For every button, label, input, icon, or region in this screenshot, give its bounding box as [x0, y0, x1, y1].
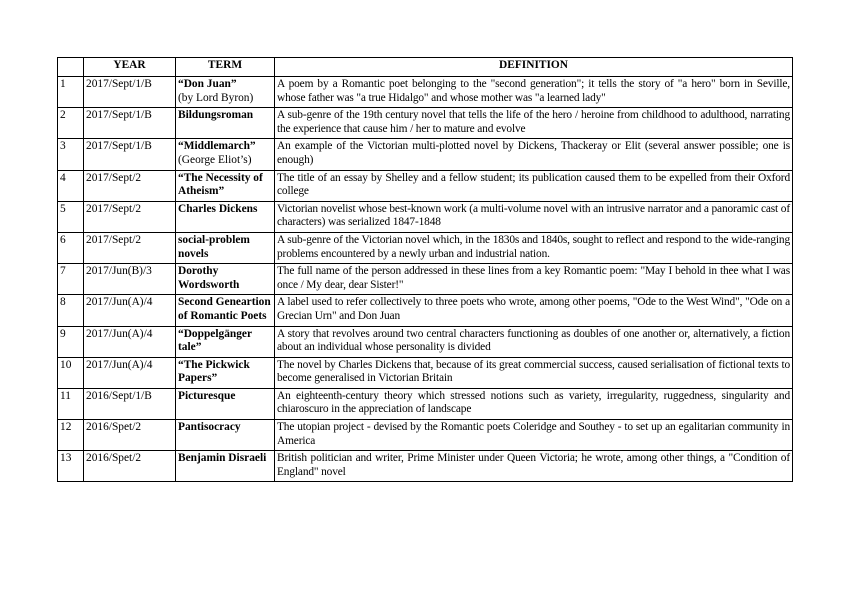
header-year: YEAR	[84, 58, 176, 77]
row-number: 4	[58, 170, 84, 201]
row-number: 13	[58, 451, 84, 482]
row-definition: A poem by a Romantic poet belonging to the "second generation"; it tells the story of "a hero" born in Seville, whose father was "a true Hidalgo" and whose mother was "a learned lady"	[275, 77, 793, 108]
term-label: “The Necessity of Atheism”	[178, 171, 263, 198]
table-row	[58, 388, 793, 419]
table-row	[58, 357, 793, 388]
row-number: 5	[58, 201, 84, 232]
table-row	[58, 264, 793, 295]
row-year: 2017/Sept/2	[84, 201, 176, 232]
table-header-row	[58, 58, 793, 77]
row-year: 2017/Sept/1/B	[84, 77, 176, 108]
table-row	[58, 326, 793, 357]
term-label: social-problem novels	[178, 233, 250, 260]
glossary-table	[57, 57, 793, 482]
row-number: 11	[58, 388, 84, 419]
row-year: 2017/Jun(A)/4	[84, 295, 176, 326]
table-row	[58, 295, 793, 326]
term-label: Charles Dickens	[178, 202, 258, 215]
row-term	[176, 388, 275, 419]
row-term	[176, 326, 275, 357]
row-year: 2017/Sept/1/B	[84, 139, 176, 170]
row-definition: The full name of the person addressed in these lines from a key Romantic poem: "May I behold in thee what I was once / My dear, dear Sister!"	[275, 264, 793, 295]
row-number: 10	[58, 357, 84, 388]
row-term	[176, 232, 275, 263]
row-number: 7	[58, 264, 84, 295]
row-year: 2017/Sept/1/B	[84, 108, 176, 139]
term-label: “Middlemarch”	[178, 140, 256, 153]
row-year: 2016/Spet/2	[84, 420, 176, 451]
row-definition: The novel by Charles Dickens that, because of its great commercial success, caused serialisation of fictional texts to become generalised in Victorian Britain	[275, 357, 793, 388]
table-row	[58, 420, 793, 451]
row-number: 8	[58, 295, 84, 326]
row-term	[176, 420, 275, 451]
table-row	[58, 451, 793, 482]
row-term	[176, 139, 275, 170]
header-term: TERM	[176, 58, 275, 77]
row-definition: An eighteenth-century theory which stressed notions such as variety, irregularity, ruggedness, singularity and chiaroscuro in the appreciation of landscape	[275, 388, 793, 419]
row-definition: A label used to refer collectively to three poets who wrote, among other poems, "Ode to the West Wind", "Ode on a Grecian Urn" and Don Juan	[275, 295, 793, 326]
row-definition: British politician and writer, Prime Minister under Queen Victoria; he wrote, among other things, a "Condition of England" novel	[275, 451, 793, 482]
row-year: 2017/Jun(A)/4	[84, 357, 176, 388]
term-note: (George Eliot’s)	[178, 153, 252, 166]
row-year: 2017/Jun(A)/4	[84, 326, 176, 357]
row-term	[176, 357, 275, 388]
row-definition: A sub-genre of the 19th century novel that tells the life of the hero / heroine from childhood to adulthood, narrating the experience that cause him / her to mature and evolve	[275, 108, 793, 139]
term-label: Picturesque	[178, 389, 236, 402]
table-row	[58, 139, 793, 170]
row-definition: An example of the Victorian multi-plotted novel by Dickens, Thackeray or Elit (several answer possible; one is enough)	[275, 139, 793, 170]
term-label: Pantisocracy	[178, 421, 241, 434]
row-definition: Victorian novelist whose best-known work (a multi-volume novel with an intrusive narrator and a panoramic cast of characters) was serialized 1847-1848	[275, 201, 793, 232]
term-label: “Don Juan”	[178, 78, 237, 90]
row-definition: A story that revolves around two central characters functioning as doubles of one another or, alternatively, a fiction about an individual whose personality is divided	[275, 326, 793, 357]
header-definition: DEFINITION	[275, 58, 793, 77]
term-label: Dorothy Wordsworth	[178, 265, 240, 291]
table-row	[58, 108, 793, 139]
row-term	[176, 295, 275, 326]
table-row	[58, 232, 793, 263]
term-label: “Doppelgänger tale”	[178, 327, 252, 354]
row-year: 2017/Sept/2	[84, 232, 176, 263]
term-label: “The Pickwick Papers”	[178, 358, 250, 385]
row-term	[176, 170, 275, 201]
term-label: Second Geneartion of Romantic Poets	[178, 296, 271, 322]
row-number: 2	[58, 108, 84, 139]
row-term	[176, 451, 275, 482]
row-term	[176, 108, 275, 139]
row-definition: A sub-genre of the Victorian novel which, in the 1830s and 1840s, sought to reflect and respond to the wide-ranging problems encountered by a newly urban and industrial nation.	[275, 232, 793, 263]
row-number: 12	[58, 420, 84, 451]
table-row	[58, 201, 793, 232]
header-number	[58, 58, 84, 77]
row-term	[176, 201, 275, 232]
row-number: 1	[58, 77, 84, 108]
row-year: 2017/Jun(B)/3	[84, 264, 176, 295]
row-number: 6	[58, 232, 84, 263]
row-definition: The utopian project - devised by the Romantic poets Coleridge and Southey - to set up an egalitarian community in America	[275, 420, 793, 451]
table-row	[58, 77, 793, 108]
row-year: 2016/Sept/1/B	[84, 388, 176, 419]
row-definition: The title of an essay by Shelley and a fellow student; its publication caused them to be expelled from their Oxford college	[275, 170, 793, 201]
term-note: (by Lord Byron)	[178, 91, 254, 104]
table-row	[58, 170, 793, 201]
row-year: 2016/Spet/2	[84, 451, 176, 482]
row-number: 9	[58, 326, 84, 357]
row-term	[176, 77, 275, 108]
row-number: 3	[58, 139, 84, 170]
term-label: Bildungsroman	[178, 109, 254, 122]
row-term	[176, 264, 275, 295]
term-label: Benjamin Disraeli	[178, 452, 267, 465]
row-year: 2017/Sept/2	[84, 170, 176, 201]
